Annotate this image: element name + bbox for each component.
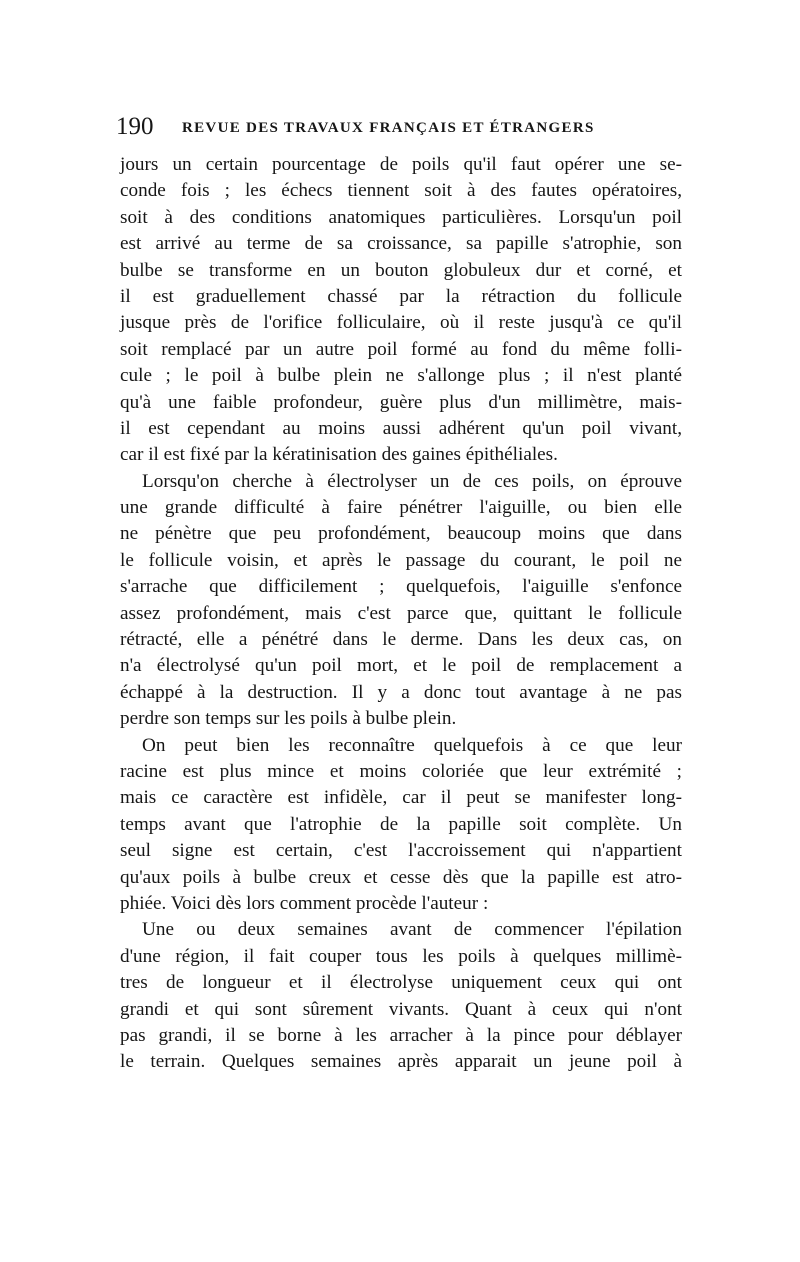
text-line: mais ce caractère est infidèle, car il peut se manifester long-: [120, 787, 682, 809]
text-line: soit remplacé par un autre poil formé au fond du même folli-: [120, 338, 682, 360]
text-line: On peut bien les reconnaître quelquefois à ce que leur: [142, 734, 682, 756]
running-title: REVUE DES TRAVAUX FRANÇAIS ET ÉTRANGERS: [182, 120, 595, 136]
text-line: il est cependant au moins aussi adhérent qu'un poil vivant,: [120, 417, 682, 439]
text-line: échappé à la destruction. Il y a donc tout avantage à ne pas: [120, 681, 682, 703]
text-line: Lorsqu'on cherche à électrolyser un de ces poils, on éprouve: [142, 470, 682, 492]
text-line: cule ; le poil à bulbe plein ne s'allonge plus ; il n'est planté: [120, 365, 682, 387]
text-line: qu'aux poils à bulbe creux et cesse dès que la papille est atro-: [120, 866, 682, 888]
paragraph-3: [120, 733, 682, 918]
paragraph-4: [120, 917, 682, 1075]
text-line: pas grandi, il se borne à les arracher à la pince pour déblayer: [120, 1024, 682, 1046]
text-line: seul signe est certain, c'est l'accroissement qui n'appartient: [120, 840, 682, 862]
text-line: n'a électrolysé qu'un poil mort, et le poil de remplacement a: [120, 655, 682, 677]
text-line: grandi et qui sont sûrement vivants. Quant à ceux qui n'ont: [120, 998, 682, 1020]
body-text: [120, 152, 682, 1076]
page-number: 190: [116, 113, 154, 140]
text-line: jusque près de l'orifice folliculaire, où il reste jusqu'à ce qu'il: [120, 312, 682, 334]
text-line: soit à des conditions anatomiques particulières. Lorsqu'un poil: [120, 206, 682, 228]
paragraph-1: [120, 152, 682, 469]
text-line: conde fois ; les échecs tiennent soit à des fautes opératoires,: [120, 180, 682, 202]
text-line: une grande difficulté à faire pénétrer l'aiguille, ou bien elle: [120, 497, 682, 519]
text-line: bulbe se transforme en un bouton globuleux dur et corné, et: [120, 259, 682, 281]
text-line: le terrain. Quelques semaines après apparait un jeune poil à: [120, 1051, 682, 1073]
text-line: car il est fixé par la kératinisation des gaines épithéliales.: [120, 444, 558, 466]
text-line: assez profondément, mais c'est parce que, quittant le follicule: [120, 602, 682, 624]
text-line: temps avant que l'atrophie de la papille soit complète. Un: [120, 813, 682, 835]
text-line: il est graduellement chassé par la rétraction du follicule: [120, 285, 682, 307]
text-line: Une ou deux semaines avant de commencer l'épilation: [142, 919, 682, 941]
text-line: s'arrache que difficilement ; quelquefois, l'aiguille s'enfonce: [120, 576, 682, 598]
text-line: perdre son temps sur les poils à bulbe plein.: [120, 708, 457, 730]
running-head: [116, 112, 682, 142]
text-line: rétracté, elle a pénétré dans le derme. Dans les deux cas, on: [120, 629, 682, 651]
text-line: le follicule voisin, et après le passage du courant, le poil ne: [120, 549, 682, 571]
text-line: qu'à une faible profondeur, guère plus d'un millimètre, mais-: [120, 391, 682, 413]
text-line: ne pénètre que peu profondément, beaucoup moins que dans: [120, 523, 682, 545]
book-page: [116, 112, 682, 1076]
text-line: tres de longueur et il électrolyse uniquement ceux qui ont: [120, 972, 682, 994]
text-line: phiée. Voici dès lors comment procède l'auteur :: [120, 892, 489, 914]
text-line: jours un certain pourcentage de poils qu'il faut opérer une se-: [120, 154, 682, 175]
text-line: d'une région, il fait couper tous les poils à quelques millimè-: [120, 945, 682, 967]
text-line: est arrivé au terme de sa croissance, sa papille s'atrophie, son: [120, 233, 682, 255]
text-line: racine est plus mince et moins coloriée que leur extrémité ;: [120, 760, 682, 782]
paragraph-2: [120, 469, 682, 733]
